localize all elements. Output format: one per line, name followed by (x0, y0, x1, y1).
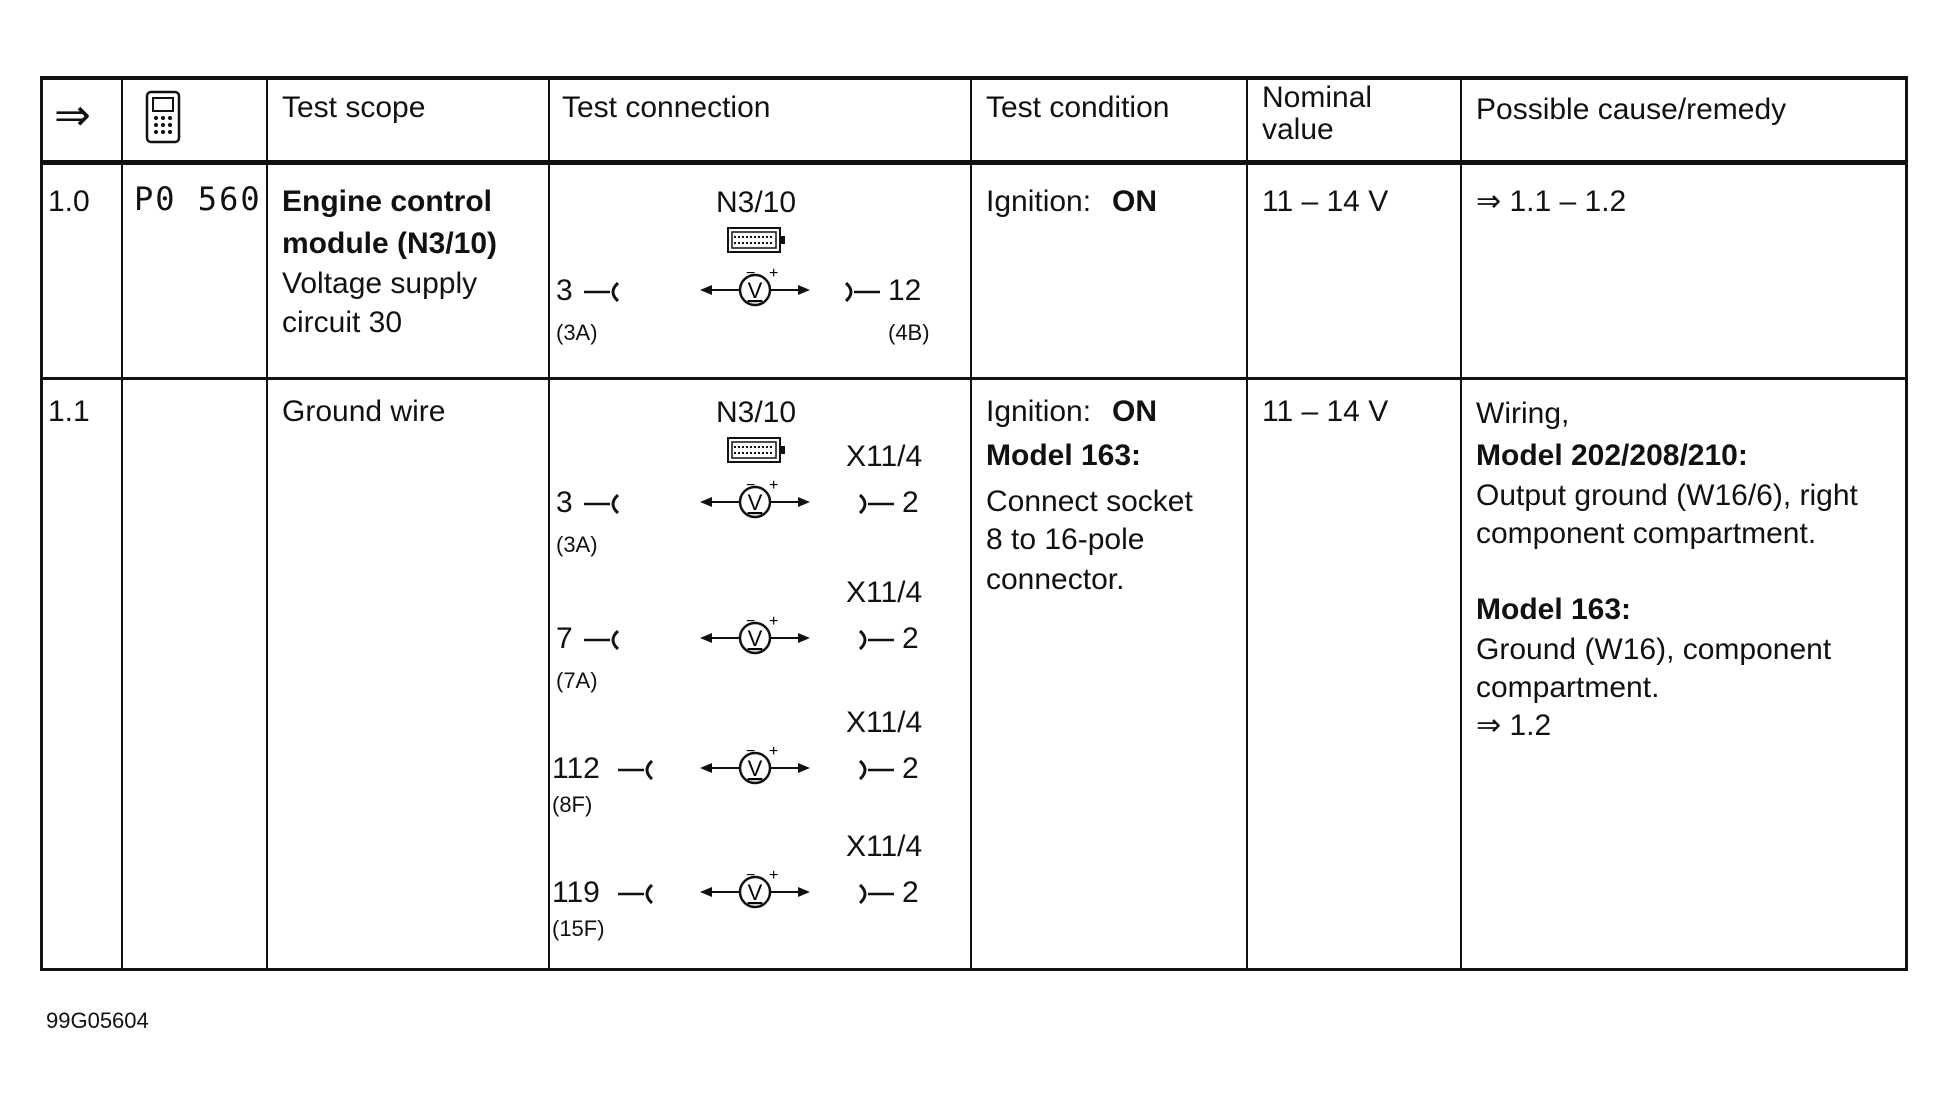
meter-minus: − (746, 265, 756, 282)
row-2-remedy-5: compartment. (1476, 671, 1660, 704)
svg-text:−: − (746, 477, 756, 494)
row-2-pin: 112 (552, 752, 600, 785)
row-2-remedy-4: Ground (W16), component (1476, 633, 1832, 666)
row-1-condition-value: ON (1112, 185, 1157, 218)
probe-right-icon (842, 280, 882, 304)
meter-plus: + (769, 265, 779, 282)
row-2-condition-model: Model 163: (986, 439, 1142, 472)
col-border (548, 76, 550, 971)
probe-right-icon (856, 628, 896, 652)
row-2-condition-text-2: 8 to 16-pole (986, 523, 1145, 556)
svg-text:+: + (769, 613, 779, 630)
diagnostic-table (40, 76, 1908, 971)
voltmeter-icon (700, 743, 810, 786)
row-2-pin-sub: (8F) (552, 792, 593, 817)
voltmeter-icon (700, 265, 810, 308)
row-2-remedy-model-2: Model 163: (1476, 593, 1632, 626)
header-possible-cause: Possible cause/remedy (1476, 93, 1787, 126)
row-2-target-pin: 2 (902, 622, 919, 655)
voltmeter-icon (700, 477, 810, 520)
svg-text:V: V (747, 880, 763, 905)
probe-left-icon (584, 280, 624, 304)
svg-text:+: + (769, 743, 779, 760)
header-test-connection: Test connection (562, 91, 771, 124)
tester-icon (144, 90, 184, 156)
row-1-scope-1: Voltage supply (282, 267, 478, 300)
probe-left-icon (584, 492, 624, 516)
row-1-scope-title-1: Engine control (282, 185, 492, 218)
col-border (266, 76, 268, 971)
row-1-connector-label: N3/10 (716, 186, 797, 219)
col-border (1246, 76, 1248, 971)
probe-right-icon (856, 492, 896, 516)
connector-icon (726, 226, 786, 258)
row-2-target-pin: 2 (902, 486, 919, 519)
row-2-target-label: X11/4 (846, 706, 923, 739)
row-2-target-label: X11/4 (846, 440, 923, 473)
voltmeter-icon (700, 613, 810, 656)
header-arrow: ⇒ (54, 91, 91, 140)
svg-text:V: V (747, 756, 763, 781)
row-2-remedy-3: component compartment. (1476, 517, 1817, 550)
row-2-condition-text-3: connector. (986, 563, 1125, 596)
row-1-step: 1.0 (48, 185, 90, 218)
row-1-pin-left: 3 (556, 274, 573, 307)
row-1-remedy: ⇒ 1.1 – 1.2 (1476, 185, 1627, 218)
row-2-condition-label: Ignition: (986, 395, 1092, 428)
table-top-border (40, 76, 1908, 80)
svg-text:−: − (746, 613, 756, 630)
row-2-pin: 3 (556, 486, 573, 519)
voltmeter-icon (700, 867, 810, 910)
svg-text:V: V (747, 626, 763, 651)
tester-icon-svg (144, 90, 184, 146)
svg-text:V: V (747, 490, 763, 515)
row-2-remedy-1: Wiring, (1476, 397, 1570, 430)
col-border (121, 76, 123, 971)
header-test-condition: Test condition (986, 91, 1170, 124)
probe-left-icon (584, 628, 624, 652)
row-1-pin-right-sub: (4B) (888, 320, 930, 345)
row-1-pin-right: 12 (888, 274, 922, 307)
row-2-target-pin: 2 (902, 876, 919, 909)
row-1-nominal: 11 – 14 V (1262, 185, 1389, 218)
row-2-target-label: X11/4 (846, 576, 923, 609)
header-nominal-value-1: Nominal (1262, 81, 1373, 114)
probe-right-icon (856, 882, 896, 906)
row-2-step: 1.1 (48, 395, 90, 428)
row-2-pin-sub: (3A) (556, 532, 598, 557)
svg-text:−: − (746, 743, 756, 760)
col-border (40, 76, 43, 971)
header-test-scope: Test scope (282, 91, 426, 124)
col-border (1460, 76, 1462, 971)
row-2-pin: 119 (552, 876, 600, 909)
svg-text:+: + (769, 477, 779, 494)
row-2-nominal: 11 – 14 V (1262, 395, 1389, 428)
row-1-scope-2: circuit 30 (282, 306, 403, 339)
row-2-condition-value: ON (1112, 395, 1157, 428)
row-divider (40, 377, 1908, 380)
probe-left-icon (618, 882, 658, 906)
col-border (970, 76, 972, 971)
row-2-pin-sub: (7A) (556, 668, 598, 693)
row-1-fault-code: P0 560 (134, 180, 262, 218)
row-2-scope: Ground wire (282, 395, 446, 428)
svg-text:+: + (769, 867, 779, 884)
row-2-remedy-model-1: Model 202/208/210: (1476, 439, 1748, 472)
row-2-target-pin: 2 (902, 752, 919, 785)
connector-icon (726, 436, 786, 468)
row-1-condition-label: Ignition: (986, 185, 1092, 218)
meter-letter: V (747, 278, 763, 303)
row-2-condition-text-1: Connect socket (986, 485, 1193, 518)
probe-right-icon (856, 758, 896, 782)
probe-left-icon (618, 758, 658, 782)
row-2-remedy-6: ⇒ 1.2 (1476, 709, 1552, 742)
col-border (1905, 76, 1908, 971)
row-1-pin-left-sub: (3A) (556, 320, 598, 345)
svg-text:−: − (746, 867, 756, 884)
header-bottom-border (40, 160, 1908, 165)
row-2-pin: 7 (556, 622, 573, 655)
row-2-target-label: X11/4 (846, 830, 923, 863)
row-1-scope-title-2: module (N3/10) (282, 227, 498, 260)
header-nominal-value-2: value (1262, 113, 1334, 146)
row-2-connector-label: N3/10 (716, 396, 797, 429)
table-bottom-border (40, 968, 1908, 971)
row-2-remedy-2: Output ground (W16/6), right (1476, 479, 1858, 512)
figure-id: 99G05604 (46, 1008, 149, 1033)
row-2-pin-sub: (15F) (552, 916, 605, 941)
